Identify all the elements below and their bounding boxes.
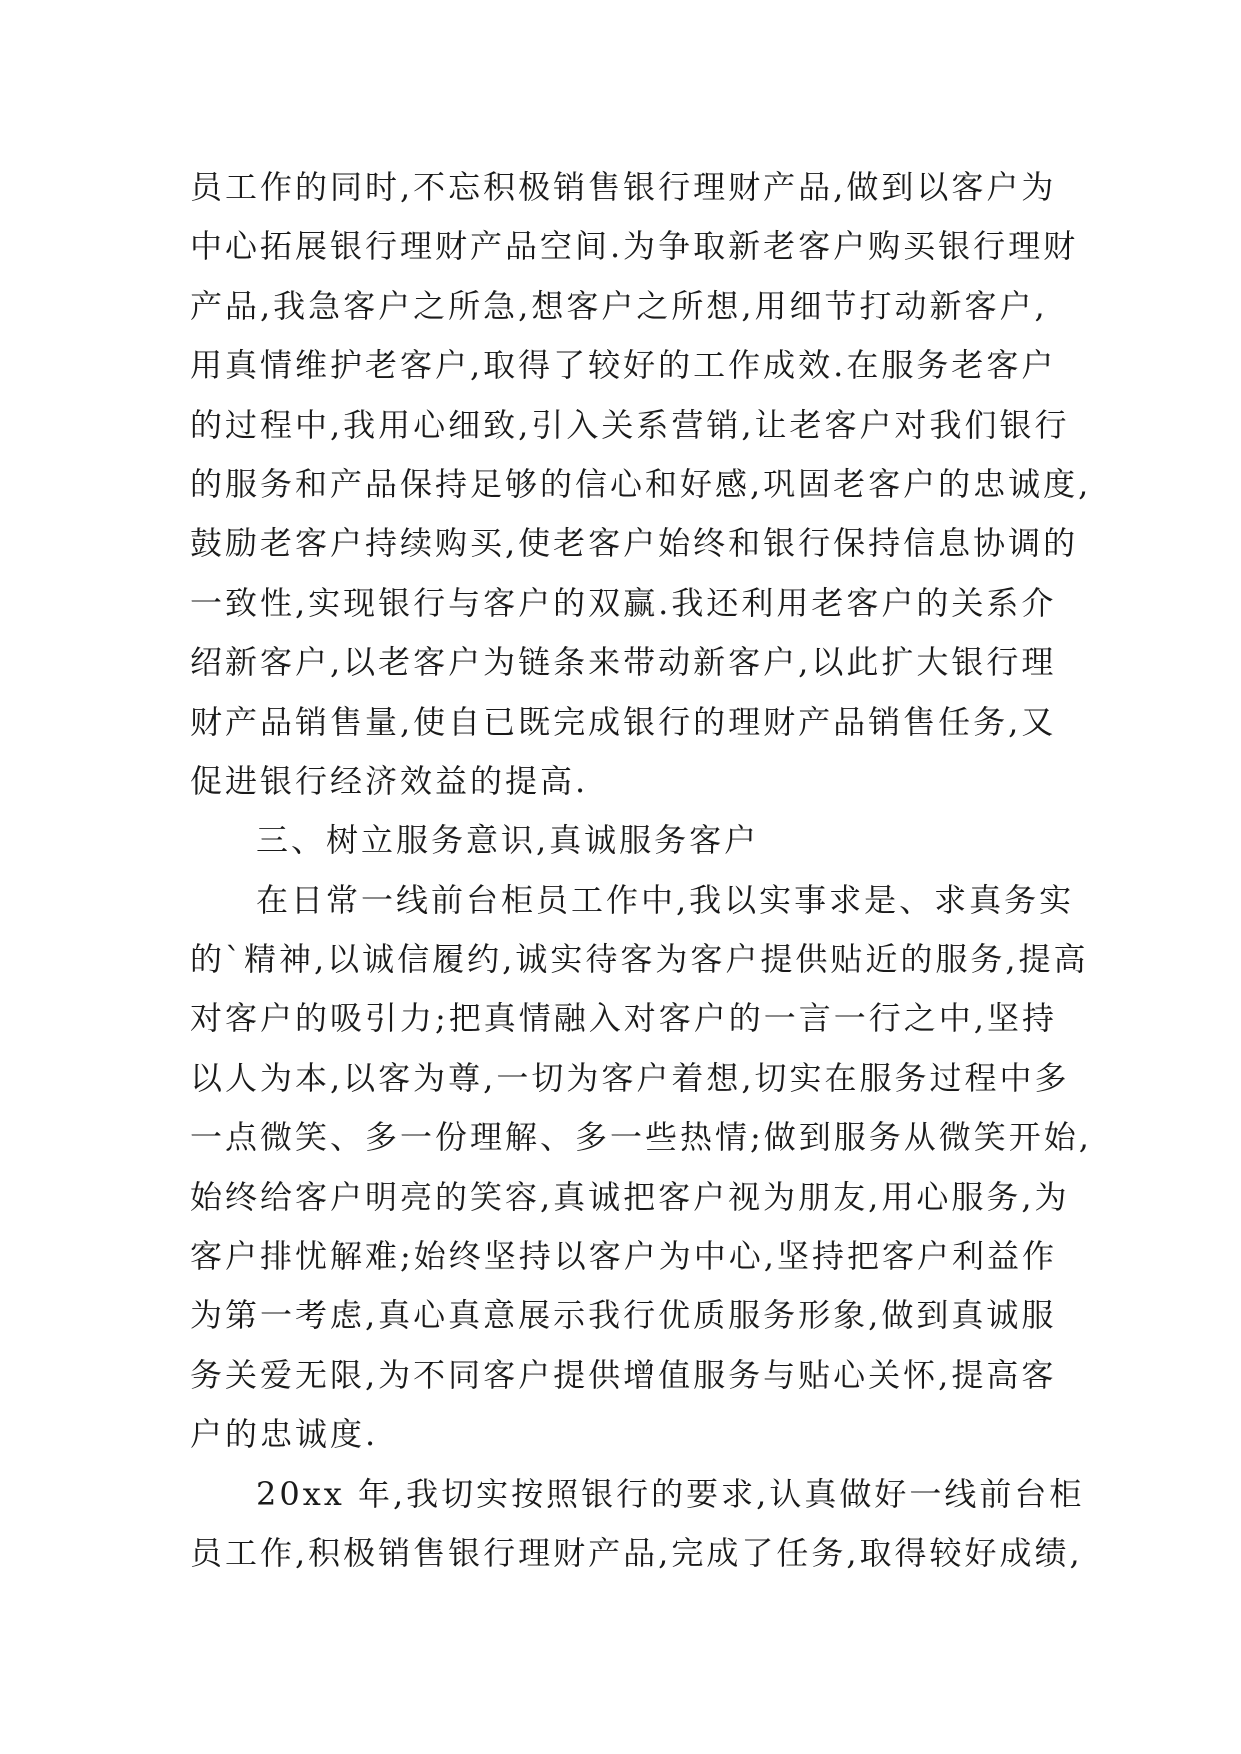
body-line: 为第一考虑,真心真意展示我行优质服务形象,做到真诚服: [190, 1296, 1057, 1335]
body-line: 用真情维护老客户,取得了较好的工作成效.在服务老客户: [190, 346, 1057, 385]
body-line: 一致性,实现银行与客户的双赢.我还利用老客户的关系介: [190, 583, 1057, 622]
body-line: 员工作的同时,不忘积极销售银行理财产品,做到以客户为: [190, 168, 1057, 206]
body-line: 20xx 年,我切实按照银行的要求,认真做好一线前台柜: [256, 1474, 1085, 1513]
body-line: 的`精神,以诚信履约,诚实待客为客户提供贴近的服务,提高: [190, 940, 1089, 979]
body-line: 客户排忧解难;始终坚持以客户为中心,坚持把客户利益作: [190, 1237, 1057, 1276]
section-heading: 三、树立服务意识,真诚服务客户: [256, 821, 760, 860]
body-line: 财产品销售量,使自已既完成银行的理财产品销售任务,又: [190, 702, 1057, 741]
body-line: 在日常一线前台柜员工作中,我以实事求是、求真务实: [256, 880, 1075, 919]
body-line: 中心拓展银行理财产品空间.为争取新老客户购买银行理财: [190, 227, 1079, 266]
body-line: 对客户的吸引力;把真情融入对客户的一言一行之中,坚持: [190, 999, 1057, 1038]
body-line: 以人为本,以客为尊,一切为客户着想,切实在服务过程中多: [190, 1058, 1070, 1097]
document-body: [190, 158, 1092, 1583]
body-line: 始终给客户明亮的笑容,真诚把客户视为朋友,用心服务,为: [190, 1177, 1070, 1216]
body-line: 户的忠诚度.: [190, 1415, 379, 1454]
body-line: 产品,我急客户之所急,想客户之所想,用细节打动新客户,: [190, 286, 1048, 325]
body-line: 员工作,积极销售银行理财产品,完成了任务,取得较好成绩,: [190, 1533, 1083, 1572]
body-line: 绍新客户,以老客户为链条来带动新客户,以此扩大银行理: [190, 643, 1057, 682]
body-line: 促进银行经济效益的提高.: [190, 761, 589, 800]
body-line: 务关爱无限,为不同客户提供增值服务与贴心关怀,提高客: [190, 1355, 1057, 1394]
body-line: 鼓励老客户持续购买,使老客户始终和银行保持信息协调的: [190, 524, 1079, 563]
body-line: 的过程中,我用心细致,引入关系营销,让老客户对我们银行: [190, 405, 1070, 444]
body-line: 一点微笑、多一份理解、多一些热情;做到服务从微笑开始,: [190, 1118, 1092, 1157]
body-line: 的服务和产品保持足够的信心和好感,巩固老客户的忠诚度,: [190, 464, 1092, 503]
